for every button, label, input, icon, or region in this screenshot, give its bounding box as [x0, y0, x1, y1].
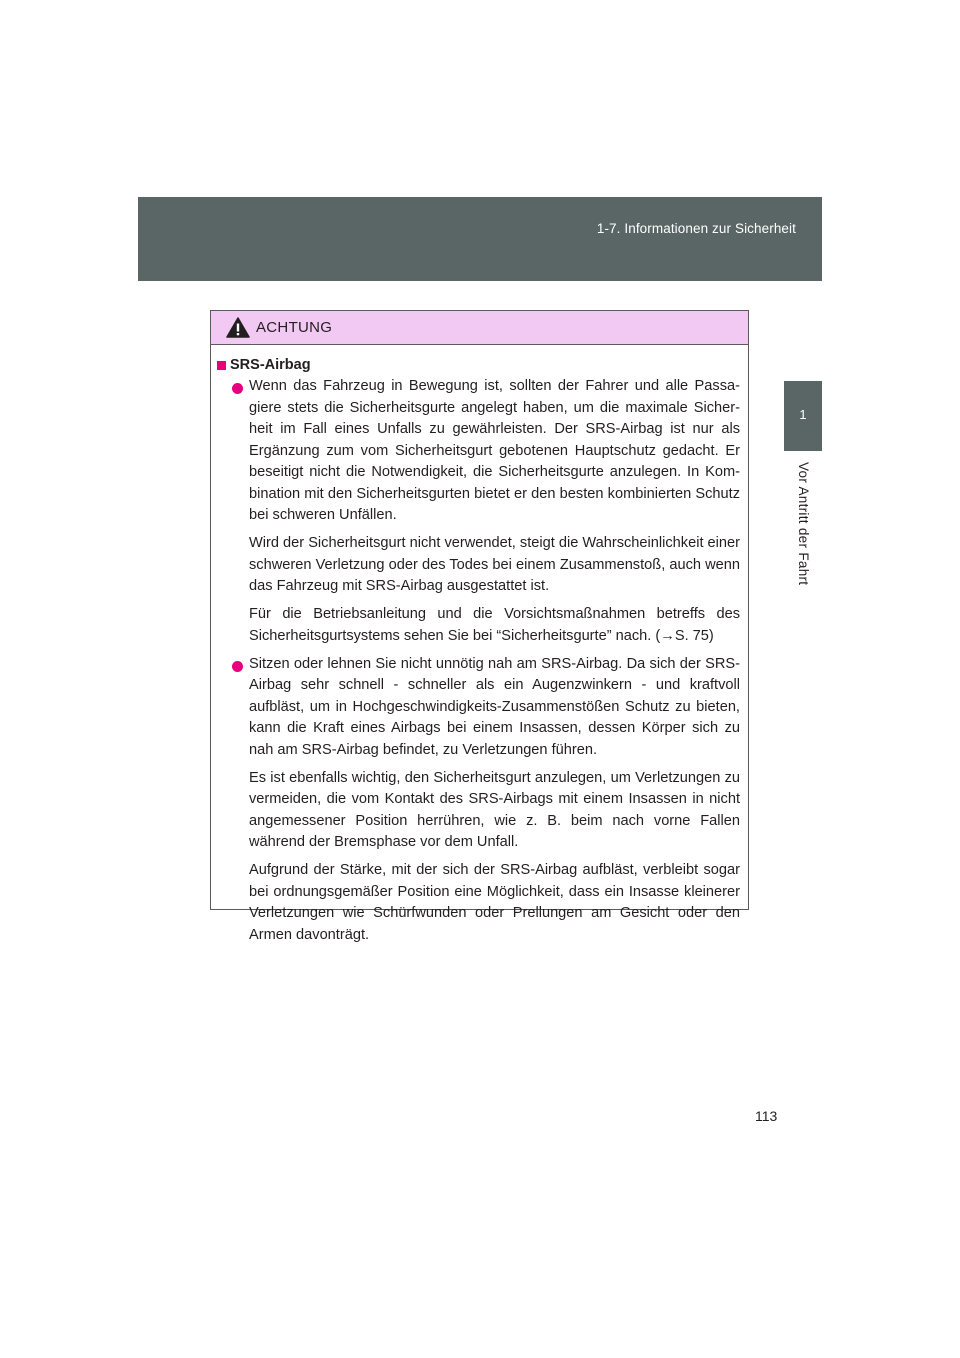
warning-box	[210, 310, 749, 943]
warning-triangle-icon	[226, 317, 250, 338]
warning-body	[211, 345, 748, 946]
section-title: 1-7. Informationen zur Sicherheit	[596, 221, 796, 236]
paragraph: Wenn das Fahrzeug in Bewegung ist, sollten der Fahrer und alle Passagiere stets die Sicherheitsgurte angelegt haben, um die maximale Sicherheit im Fall eines Unfalls zu gewährleisten. Der SRS-Airbag ist nur als Ergänzung zum vom Sicherheitsgurt gebotenen Hauptschutz gedacht. Er beseitigt nicht die Notwendigkeit, die Sicherheitsgurte anzulegen. In Kombination mit den Sicherheitsgurten bietet er den besten kombinierten Schutz bei schweren Unfällen.	[249, 378, 740, 523]
paragraph: Sitzen oder lehnen Sie nicht unnötig nah am SRS-Airbag. Da sich der SRS-Airbag sehr schnell - schneller als ein Augenzwinkern - und kraftvoll aufbläst, um in Hochgeschwindigkeits-Zusammenstößen Schutz zu bieten, kann die Kraft eines Airbags bei einem Insassen, dessen Körper sich zu nah am SRS-Airbag befindet, zu Verletzungen führen.	[249, 655, 740, 758]
paragraph: Für die Betriebsanleitung und die Vorsichtsmaßnahmen betreffs des Sicherheitsgurtsystems sehen Sie bei “Sicherheitsgurte” nach. (→S. 75)	[249, 606, 740, 644]
page-number: 113	[755, 1108, 778, 1124]
warning-title: ACHTUNG	[256, 319, 333, 336]
round-bullet-icon	[232, 661, 243, 672]
warning-header	[211, 311, 748, 345]
chapter-label: Vor Antritt der Fahrt	[796, 462, 811, 586]
section-header-band	[138, 197, 822, 281]
paragraph: Aufgrund der Stärke, mit der sich der SRS-Airbag aufbläst, verbleibt sogar bei ordnungsgemäßer Position eine Möglichkeit, dass ein Insasse kleinerer Verletzungen wie Schürfwunden oder Prellungen am Gesicht oder den Armen davonträgt.	[249, 862, 740, 943]
chapter-number: 1	[799, 407, 807, 422]
topic-title: SRS-Airbag	[230, 357, 311, 373]
bullet-item	[217, 654, 740, 947]
square-bullet-icon	[217, 361, 226, 370]
topic-heading	[217, 357, 740, 373]
chapter-tab	[784, 381, 822, 451]
bullet-item	[217, 376, 740, 647]
round-bullet-icon	[232, 383, 243, 394]
paragraph: Es ist ebenfalls wichtig, den Sicherheitsgurt anzulegen, um Verletzungen zu vermeiden, die vom Kontakt des SRS-Airbags mit einem Insassen in nicht angemessener Position herrühren, wie z. B. beim nach vorne Fallen während der Bremsphase vor dem Unfall.	[249, 769, 740, 850]
paragraph: Wird der Sicherheitsgurt nicht verwendet, steigt die Wahrscheinlichkeit einer schweren Verletzung oder des Todes bei einem Zusammenstoß, auch wenn das Fahrzeug mit SRS-Airbag ausgestattet ist.	[249, 535, 740, 594]
